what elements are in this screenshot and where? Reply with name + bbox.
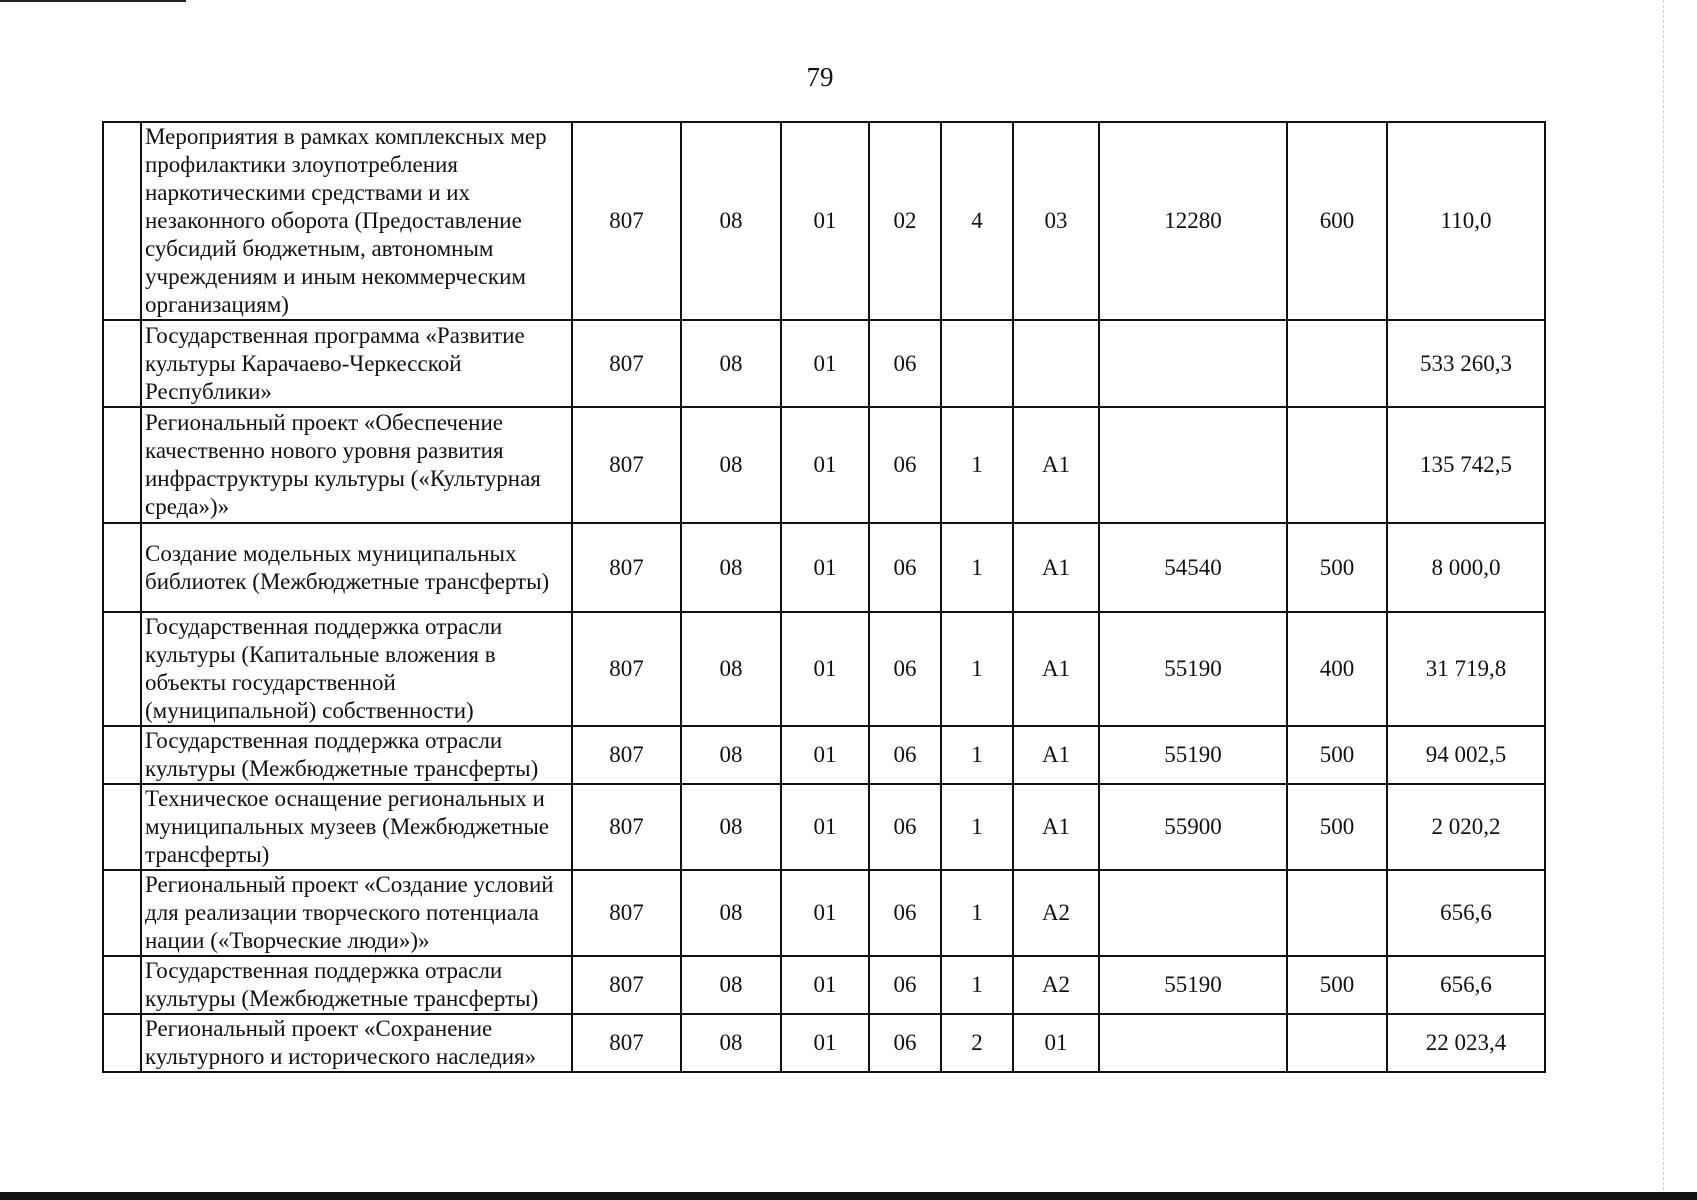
amount-cell: 110,0: [1387, 122, 1545, 320]
section-code-cell: 08: [681, 122, 781, 320]
table-row: [103, 523, 1545, 612]
row-number-cell: [103, 320, 141, 407]
project-code-cell: A2: [1013, 870, 1099, 956]
subsection-code-cell: 01: [781, 612, 869, 726]
subsection-code-cell: 01: [781, 122, 869, 320]
table-row: [103, 784, 1545, 870]
section-code-cell: 08: [681, 784, 781, 870]
program-code-cell: 06: [869, 956, 941, 1014]
table-row: [103, 1014, 1545, 1072]
expense-type-cell: [1287, 407, 1387, 523]
subsection-code-cell: 01: [781, 870, 869, 956]
program-code-cell: 06: [869, 726, 941, 784]
section-code-cell: 08: [681, 956, 781, 1014]
project-code-cell: A1: [1013, 726, 1099, 784]
subsection-code-cell: 01: [781, 726, 869, 784]
direction-code-cell: [1099, 407, 1287, 523]
direction-code-cell: [1099, 870, 1287, 956]
project-code-cell: A1: [1013, 523, 1099, 612]
project-code-cell: A1: [1013, 784, 1099, 870]
subprogram-code-cell: 1: [941, 612, 1013, 726]
row-number-cell: [103, 407, 141, 523]
program-code-cell: 06: [869, 320, 941, 407]
subprogram-code-cell: 2: [941, 1014, 1013, 1072]
subsection-code-cell: 01: [781, 956, 869, 1014]
amount-cell: 656,6: [1387, 956, 1545, 1014]
expense-type-cell: 500: [1287, 726, 1387, 784]
agency-code-cell: 807: [572, 523, 681, 612]
expense-type-cell: 500: [1287, 956, 1387, 1014]
row-number-cell: [103, 122, 141, 320]
row-number-cell: [103, 870, 141, 956]
amount-cell: 135 742,5: [1387, 407, 1545, 523]
row-number-cell: [103, 784, 141, 870]
program-code-cell: 06: [869, 870, 941, 956]
section-code-cell: 08: [681, 870, 781, 956]
agency-code-cell: 807: [572, 726, 681, 784]
amount-cell: 8 000,0: [1387, 523, 1545, 612]
amount-cell: 533 260,3: [1387, 320, 1545, 407]
item-name-cell: Государственная поддержка отрасли культуры (Межбюджетные трансферты): [141, 726, 572, 784]
subprogram-code-cell: 1: [941, 726, 1013, 784]
subprogram-code-cell: [941, 320, 1013, 407]
section-code-cell: 08: [681, 1014, 781, 1072]
direction-code-cell: 55900: [1099, 784, 1287, 870]
item-name-cell: Региональный проект «Обеспечение качественно нового уровня развития инфраструктуры культуры («Культурная среда»)»: [141, 407, 572, 523]
agency-code-cell: 807: [572, 956, 681, 1014]
expense-type-cell: [1287, 870, 1387, 956]
subprogram-code-cell: 4: [941, 122, 1013, 320]
item-name-cell: Техническое оснащение региональных и муниципальных музеев (Межбюджетные трансферты): [141, 784, 572, 870]
item-name-cell: Государственная поддержка отрасли культуры (Капитальные вложения в объекты государственной (муниципальной) собственности): [141, 612, 572, 726]
table-row: [103, 122, 1545, 320]
amount-cell: 656,6: [1387, 870, 1545, 956]
expense-type-cell: 500: [1287, 523, 1387, 612]
table-body: [103, 122, 1545, 1072]
table-row: [103, 612, 1545, 726]
item-name-cell: Государственная программа «Развитие культуры Карачаево-Черкесской Республики»: [141, 320, 572, 407]
section-code-cell: 08: [681, 612, 781, 726]
table-row: [103, 407, 1545, 523]
item-name-cell: Создание модельных муниципальных библиотек (Межбюджетные трансферты): [141, 523, 572, 612]
subsection-code-cell: 01: [781, 320, 869, 407]
subsection-code-cell: 01: [781, 407, 869, 523]
direction-code-cell: 55190: [1099, 726, 1287, 784]
row-number-cell: [103, 956, 141, 1014]
project-code-cell: [1013, 320, 1099, 407]
direction-code-cell: 55190: [1099, 956, 1287, 1014]
direction-code-cell: [1099, 1014, 1287, 1072]
table-row: [103, 870, 1545, 956]
table-row: [103, 956, 1545, 1014]
project-code-cell: 01: [1013, 1014, 1099, 1072]
subsection-code-cell: 01: [781, 1014, 869, 1072]
agency-code-cell: 807: [572, 320, 681, 407]
direction-code-cell: [1099, 320, 1287, 407]
item-name-cell: Региональный проект «Создание условий для реализации творческого потенциала нации («Творческие люди»)»: [141, 870, 572, 956]
table-row: [103, 726, 1545, 784]
direction-code-cell: 55190: [1099, 612, 1287, 726]
row-number-cell: [103, 523, 141, 612]
direction-code-cell: 12280: [1099, 122, 1287, 320]
agency-code-cell: 807: [572, 407, 681, 523]
agency-code-cell: 807: [572, 1014, 681, 1072]
direction-code-cell: 54540: [1099, 523, 1287, 612]
agency-code-cell: 807: [572, 122, 681, 320]
amount-cell: 94 002,5: [1387, 726, 1545, 784]
agency-code-cell: 807: [572, 612, 681, 726]
subsection-code-cell: 01: [781, 523, 869, 612]
subsection-code-cell: 01: [781, 784, 869, 870]
subprogram-code-cell: 1: [941, 956, 1013, 1014]
row-number-cell: [103, 1014, 141, 1072]
project-code-cell: A1: [1013, 612, 1099, 726]
scan-edge-mark: [1663, 0, 1665, 1200]
subprogram-code-cell: 1: [941, 523, 1013, 612]
agency-code-cell: 807: [572, 784, 681, 870]
program-code-cell: 06: [869, 784, 941, 870]
program-code-cell: 06: [869, 523, 941, 612]
page-number: 79: [806, 62, 834, 92]
row-number-cell: [103, 612, 141, 726]
amount-cell: 31 719,8: [1387, 612, 1545, 726]
budget-table: [102, 121, 1546, 1073]
section-code-cell: 08: [681, 407, 781, 523]
item-name-cell: Мероприятия в рамках комплексных мер профилактики злоупотребления наркотическими средствами и их незаконного оборота (Предоставление субсидий бюджетным, автономным учреждениям и иным некоммерческим организациям): [141, 122, 572, 320]
row-number-cell: [103, 726, 141, 784]
subprogram-code-cell: 1: [941, 784, 1013, 870]
table-row: [103, 320, 1545, 407]
project-code-cell: A2: [1013, 956, 1099, 1014]
section-code-cell: 08: [681, 726, 781, 784]
amount-cell: 2 020,2: [1387, 784, 1545, 870]
expense-type-cell: 500: [1287, 784, 1387, 870]
subprogram-code-cell: 1: [941, 407, 1013, 523]
section-code-cell: 08: [681, 320, 781, 407]
program-code-cell: 06: [869, 407, 941, 523]
expense-type-cell: 600: [1287, 122, 1387, 320]
program-code-cell: 06: [869, 1014, 941, 1072]
section-code-cell: 08: [681, 523, 781, 612]
top-rule: [0, 0, 186, 2]
expense-type-cell: 400: [1287, 612, 1387, 726]
program-code-cell: 02: [869, 122, 941, 320]
program-code-cell: 06: [869, 612, 941, 726]
project-code-cell: A1: [1013, 407, 1099, 523]
agency-code-cell: 807: [572, 870, 681, 956]
item-name-cell: Государственная поддержка отрасли культуры (Межбюджетные трансферты): [141, 956, 572, 1014]
project-code-cell: 03: [1013, 122, 1099, 320]
expense-type-cell: [1287, 1014, 1387, 1072]
expense-type-cell: [1287, 320, 1387, 407]
item-name-cell: Региональный проект «Сохранение культурного и исторического наследия»: [141, 1014, 572, 1072]
amount-cell: 22 023,4: [1387, 1014, 1545, 1072]
bottom-bar: [0, 1192, 1697, 1200]
subprogram-code-cell: 1: [941, 870, 1013, 956]
